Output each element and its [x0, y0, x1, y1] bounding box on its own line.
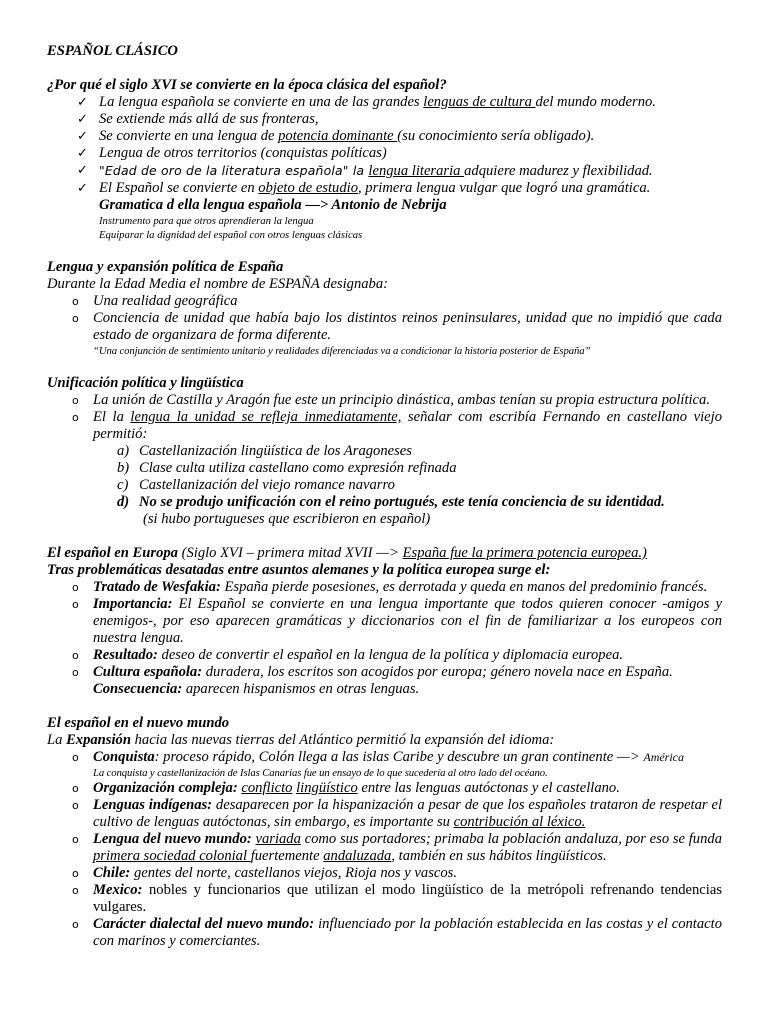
section-expansion-politica — [47, 259, 722, 358]
quote-note: “Una conjunción de sentimiento unitario y realidades diferenciadas va a condicionar la historia posterior de España” — [93, 345, 591, 357]
check-item: ✓ Lengua de otros territorios (conquistas políticas) — [47, 145, 722, 162]
list-item: o Carácter dialectal del nuevo mundo: influenciado por la población establecida en las costas y el contacto con marinos y comerciantes. — [72, 916, 722, 949]
list-item: o Conciencia de unidad que había bajo los distintos reinos peninsulares, unidad que no impidió que cada estado de organizara de forma diferente. — [72, 310, 722, 343]
section-epoca-clasica — [47, 77, 722, 242]
section-heading: Lengua y expansión política de España — [47, 259, 284, 275]
list-item: o Resultado: deseo de convertir el español en la lengua de la política y diplomacia europea. — [72, 647, 624, 663]
small-note: Equiparar la dignidad del español con otros lenguas clásicas — [99, 229, 363, 241]
small-note: La conquista y castellanización de Islas Canarias fue un ensayo de lo que sucedería al otro lado del océano. — [93, 767, 548, 779]
sub-item: c) Castellanización del viejo romance navarro — [117, 477, 395, 493]
section-intro: Durante la Edad Media el nombre de ESPAÑA designaba: — [47, 276, 389, 292]
list-item: o Cultura española: duradera, los escritos son acogidos por europa; género novela nace en España. — [72, 664, 673, 680]
list-item: o Organización compleja: conflicto lingüístico entre las lenguas autóctonas y el castellano. — [72, 780, 620, 796]
sub-item: d) No se produjo unificación con el reino portugués, este tenía conciencia de su identidad. — [117, 494, 665, 510]
sub-item: a) Castellanización lingüística de los Aragoneses — [117, 443, 412, 459]
sub-item-note: (si hubo portugueses que escribieron en español) — [143, 511, 431, 527]
check-item: ✓ Se convierte en una lengua de potencia dominante (su conocimiento sería obligado). — [47, 128, 722, 145]
list-item: o El la lengua la unidad se refleja inmediatamente, señalar com escribía Fernando en castellano viejo permitió: — [72, 409, 722, 442]
list-item: o Lengua del nuevo mundo: variada como sus portadores; primaba la población andaluza, por eso se funda primera sociedad colonial fuertemente andaluzada, también en sus hábitos lingüísticos. — [72, 831, 722, 864]
check-item: ✓ "Edad de oro de la literatura española" la lengua literaria adquiere madurez y flexibilidad. — [47, 162, 722, 180]
list-item: o Mexico: nobles y funcionarios que utilizan el modo lingüístico de la metrópoli refrenando tendencias vulgares. — [72, 882, 722, 915]
list-item: o Conquista: proceso rápido, Colón llega a las islas Caribe y descubre un gran continente —> América — [72, 749, 685, 765]
section-heading: El español en el nuevo mundo — [47, 715, 230, 731]
document-page — [47, 38, 722, 950]
list-item: o Importancia: El Español se convierte en una lengua importante que todos quieren conocer -amigos y enemigos-, por eso aparecen gramáticas y diccionarios con el fin de familiarizar a los europeos con nuestra lengua. — [72, 596, 722, 646]
list-item: o Tratado de Wesfakia: España pierde posesiones, es derrotada y queda en manos del predominio francés. — [72, 579, 708, 595]
section-heading: El español en Europa (Siglo XVI – primera mitad XVII —> España fue la primera potencia europea.) — [47, 545, 647, 561]
check-item: ✓ La lengua española se convierte en una de las grandes lenguas de cultura del mundo moderno. — [47, 94, 722, 111]
list-item: o Lenguas indígenas: desaparecen por la hispanización a pesar de que los españoles trataron de respetar el cultivo de lenguas autóctonas, sin embargo, es importante su contribución al léxico. — [72, 797, 722, 830]
small-note: Instrumento para que otros aprendieran la lengua — [99, 215, 314, 227]
check-item: ✓ El Español se convierte en objeto de estudio, primera lengua vulgar que logró una gramática. — [47, 180, 722, 197]
section-nuevo-mundo — [47, 715, 722, 950]
section-intro: La Expansión hacia las nuevas tierras del Atlántico permitió la expansión del idioma: — [47, 732, 555, 748]
section-unificacion — [47, 375, 722, 528]
grammar-note: Gramatica d ella lengua española —> Antonio de Nebrija — [99, 197, 447, 213]
sub-item: b) Clase culta utiliza castellano como expresión refinada — [117, 460, 457, 476]
check-item: ✓ Se extiende más allá de sus fronteras, — [47, 111, 722, 128]
page-title: ESPAÑOL CLÁSICO — [47, 43, 178, 59]
list-item: o La unión de Castilla y Aragón fue este un principio dinástica, ambas tenían su propia estructura política. — [72, 392, 710, 408]
section-question: ¿Por qué el siglo XVI se convierte en la época clásica del español? — [47, 77, 447, 93]
list-item-continuation: Consecuencia: aparecen hispanismos en otras lenguas. — [93, 681, 420, 697]
section-subheading: Tras problemáticas desatadas entre asuntos alemanes y la política europea surge el: — [47, 562, 551, 578]
list-item: o Una realidad geográfica — [72, 293, 238, 309]
section-heading: Unificación política y lingüística — [47, 375, 244, 391]
list-item: o Chile: gentes del norte, castellanos viejos, Rioja nos y vascos. — [72, 865, 457, 881]
section-europa — [47, 545, 722, 698]
